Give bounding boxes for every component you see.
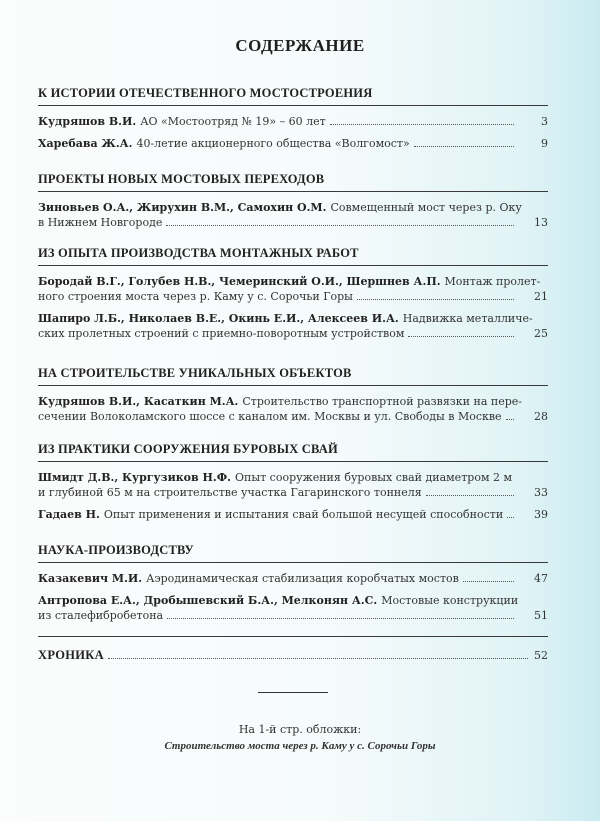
- toc-entry[interactable]: [38, 593, 548, 623]
- entry-title: АО «Мостоотряд № 19» – 60 лет: [140, 115, 326, 128]
- section-heading: ПРОЕКТЫ НОВЫХ МОСТОВЫХ ПЕРЕХОДОВ: [38, 172, 548, 192]
- section-projects: [38, 172, 548, 237]
- entry-authors: Антропова Е.А., Дробышевский Б.А., Мелконян А.С.: [38, 594, 378, 607]
- toc-entry[interactable]: [38, 136, 548, 151]
- dot-leader: [507, 516, 514, 518]
- dot-leader: [408, 335, 514, 337]
- toc-entry-chronicle[interactable]: [38, 648, 548, 663]
- entry-title-cont: ских пролетных строений с приемно-поворотным устройством: [38, 327, 405, 340]
- dot-leader: [414, 145, 514, 147]
- entry-title-cont: ного строения моста через р. Каму у с. Сорочьи Горы: [38, 290, 353, 303]
- cover-caption: [0, 722, 600, 754]
- toc-entry[interactable]: [38, 507, 548, 522]
- entry-title: Строительство транспортной развязки на пере-: [242, 395, 522, 408]
- entry-page: 9: [541, 137, 548, 150]
- dot-leader: [167, 617, 514, 619]
- entry-page: 52: [534, 649, 548, 662]
- dot-leader: [463, 580, 514, 582]
- entry-title-cont: из сталефибробетона: [38, 609, 164, 622]
- entry-title: Надвижка металличе-: [402, 312, 533, 325]
- entry-title: Опыт сооружения буровых свай диаметром 2 м: [234, 471, 513, 484]
- entry-page: 13: [534, 216, 548, 229]
- chronicle-label: ХРОНИКА: [38, 648, 104, 662]
- section-divider: [38, 636, 548, 637]
- entry-page: 21: [534, 290, 548, 303]
- entry-authors: Кудряшов В.И.: [38, 115, 137, 128]
- toc-entry[interactable]: [38, 571, 548, 586]
- entry-authors: Кудряшов В.И., Касаткин М.А.: [38, 395, 239, 408]
- entry-title: Аэродинамическая стабилизация коробчатых мостов: [146, 572, 459, 585]
- toc-entry[interactable]: [38, 274, 548, 304]
- entry-authors: Шмидт Д.В., Кургузиков Н.Ф.: [38, 471, 231, 484]
- toc-entry[interactable]: [38, 394, 548, 424]
- entry-page: 25: [534, 327, 548, 340]
- entry-authors: Гадаев Н.: [38, 508, 100, 521]
- entry-title: Монтаж пролет-: [444, 275, 541, 288]
- dot-leader: [506, 418, 514, 420]
- toc-entry[interactable]: [38, 470, 548, 500]
- toc-entry[interactable]: [38, 311, 548, 341]
- section-assembly: [38, 246, 548, 348]
- section-heading: НА СТРОИТЕЛЬСТВЕ УНИКАЛЬНЫХ ОБЪЕКТОВ: [38, 366, 548, 386]
- dot-leader: [108, 657, 528, 659]
- entry-title-cont: в Нижнем Новгороде: [38, 216, 163, 229]
- entry-authors: Шапиро Л.Б., Николаев В.Е., Окинь Е.И., Алексеев И.А.: [38, 312, 399, 325]
- section-heading: ИЗ ОПЫТА ПРОИЗВОДСТВА МОНТАЖНЫХ РАБОТ: [38, 246, 548, 266]
- cover-title: Строительство моста через р. Каму у с. Сорочьи Горы: [164, 740, 436, 752]
- entry-authors: Бородай В.Г., Голубев Н.В., Чемеринский О.И., Шершнев А.П.: [38, 275, 441, 288]
- cover-note: На 1-й стр. обложки:: [238, 723, 362, 736]
- entry-page: 51: [534, 609, 548, 622]
- dot-leader: [166, 224, 514, 226]
- dot-leader: [330, 123, 514, 125]
- toc-entry[interactable]: [38, 200, 548, 230]
- section-bored-piles: [38, 442, 548, 529]
- section-heading: К ИСТОРИИ ОТЕЧЕСТВЕННОГО МОСТОСТРОЕНИЯ: [38, 86, 548, 106]
- section-heading: НАУКА-ПРОИЗВОДСТВУ: [38, 543, 548, 563]
- entry-title: Совмещенный мост через р. Оку: [330, 201, 522, 214]
- entry-title-cont: и глубиной 65 м на строительстве участка Гагаринского тоннеля: [38, 486, 422, 499]
- entry-page: 33: [534, 486, 548, 499]
- entry-title: Опыт применения и испытания свай большой несущей способности: [103, 508, 504, 521]
- toc-entry[interactable]: [38, 114, 548, 129]
- entry-page: 39: [534, 508, 548, 521]
- section-unique-objects: [38, 366, 548, 431]
- section-science: [38, 543, 548, 630]
- divider-short: [258, 692, 328, 693]
- entry-page: 47: [534, 572, 548, 585]
- entry-title: Мостовые конструкции: [381, 594, 519, 607]
- page-title: СОДЕРЖАНИЕ: [235, 36, 365, 55]
- section-heading: ИЗ ПРАКТИКИ СООРУЖЕНИЯ БУРОВЫХ СВАЙ: [38, 442, 548, 462]
- entry-title: 40-летие акционерного общества «Волгомост»: [136, 137, 410, 150]
- entry-authors: Харебава Ж.А.: [38, 137, 133, 150]
- entry-title-cont: сечении Волоколамского шоссе с каналом им. Москвы и ул. Свободы в Москве: [38, 410, 502, 423]
- entry-authors: Казакевич М.И.: [38, 572, 143, 585]
- dot-leader: [357, 298, 514, 300]
- entry-page: 3: [541, 115, 548, 128]
- section-history: [38, 86, 548, 158]
- dot-leader: [426, 494, 514, 496]
- entry-page: 28: [534, 410, 548, 423]
- entry-authors: Зиновьев О.А., Жирухин В.М., Самохин О.М.: [38, 201, 327, 214]
